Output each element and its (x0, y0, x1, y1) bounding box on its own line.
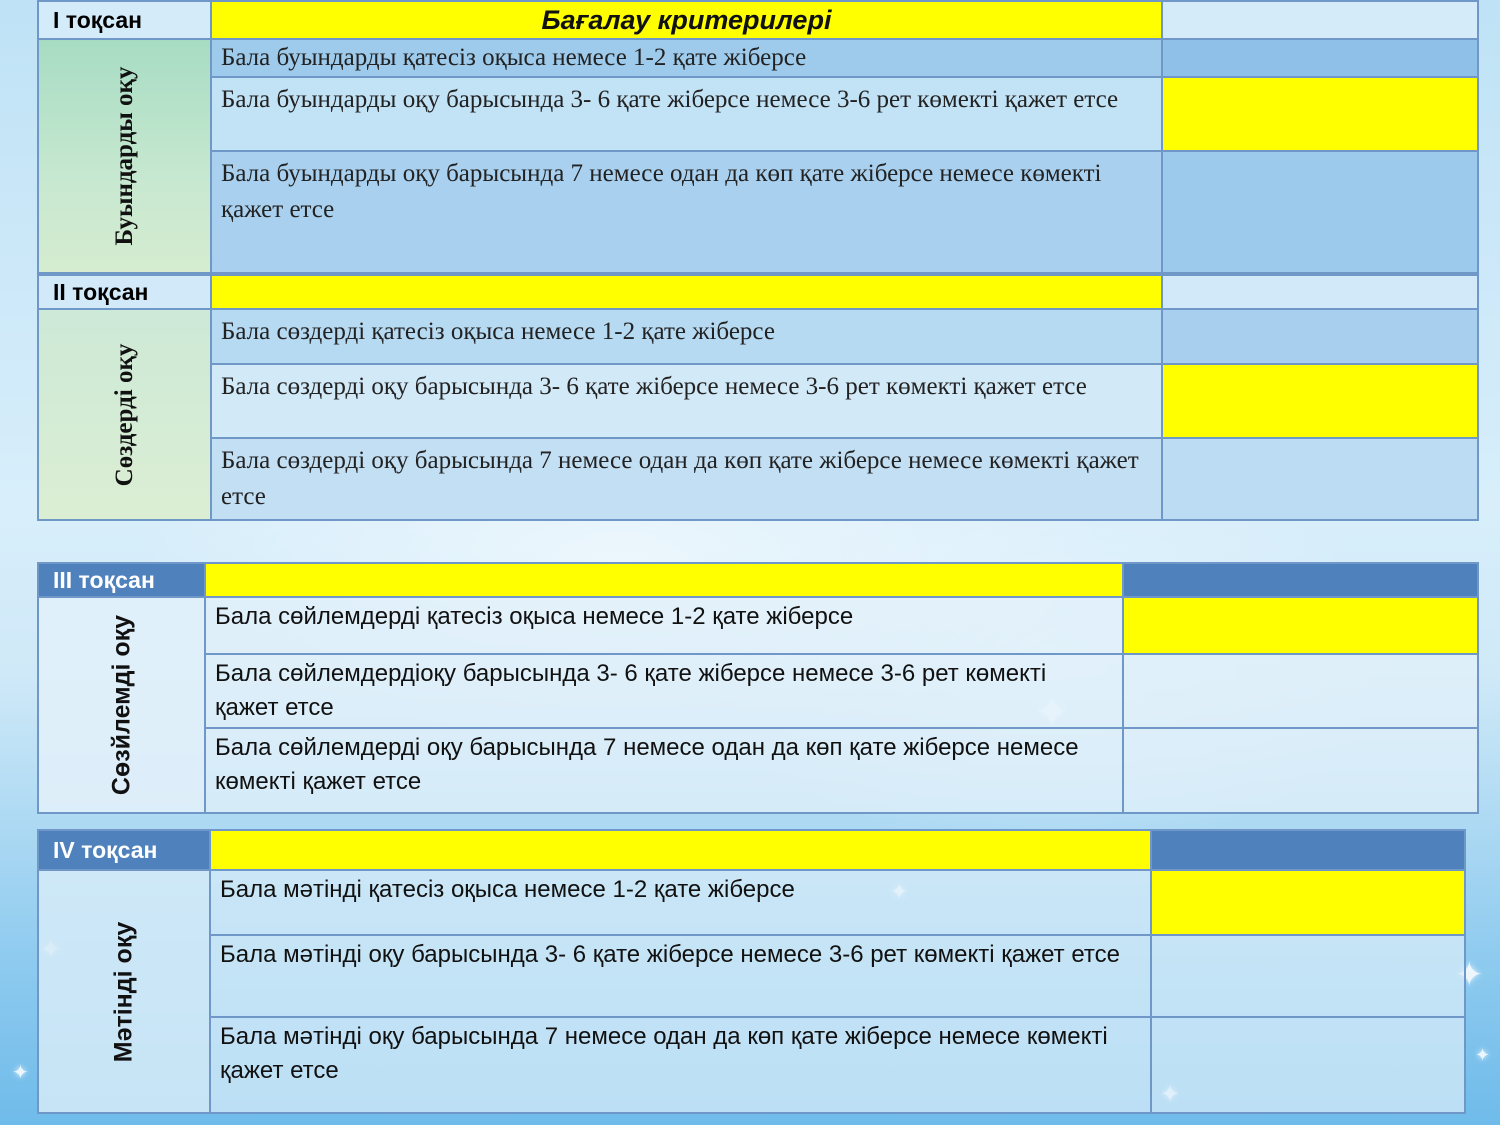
quarter-4-table (37, 829, 1466, 1114)
category-label: Сөздерді оқу (110, 343, 138, 486)
category-cell (38, 597, 205, 813)
criteria-title: Бағалау критерилері (211, 1, 1162, 39)
mark-cell (1123, 654, 1478, 728)
mark-cell (1162, 438, 1478, 520)
header-blue-cell (1151, 830, 1465, 870)
quarter-label: II тоқсан (38, 275, 211, 309)
mark-cell (1123, 728, 1478, 813)
mark-cell-highlighted (1123, 597, 1478, 654)
criteria-row: Бала буындарды оқу барысында 3- 6 қате жіберсе немесе 3-6 рет көмекті қажет етсе (211, 77, 1162, 151)
criteria-row: Бала буындарды қатесіз оқыса немесе 1-2 қате жіберсе (211, 39, 1162, 77)
header-blue-cell (1123, 563, 1478, 597)
mark-cell (1151, 1017, 1465, 1113)
mark-cell (1151, 935, 1465, 1017)
criteria-row: Бала мәтінді қатесіз оқыса немесе 1-2 қате жіберсе (210, 870, 1151, 935)
quarter-label: IV тоқсан (38, 830, 210, 870)
header-yellow-cell (205, 563, 1123, 597)
header-blank-cell (1162, 1, 1478, 39)
criteria-row: Бала сөйлемдерді оқу барысында 7 немесе одан да көп қате жіберсе немесе көмекті қажет етсе (205, 728, 1123, 813)
quarter-1-table (37, 0, 1479, 274)
sparkle-decoration: ✦ (1455, 955, 1484, 995)
quarter-label: I тоқсан (38, 1, 211, 39)
sparkle-decoration: ✦ (1475, 1045, 1491, 1066)
category-label: Мәтінді оқу (109, 921, 138, 1062)
criteria-row: Бала сөйлемдердіоқу барысында 3- 6 қате жіберсе немесе 3-6 рет көмекті қажет етсе (205, 654, 1123, 728)
category-label: Буындарды оқу (110, 66, 138, 246)
mark-cell-highlighted (1162, 364, 1478, 438)
category-cell (38, 870, 210, 1113)
header-blank-cell (1162, 275, 1478, 309)
category-cell (38, 309, 211, 520)
criteria-row: Бала сөздерді оқу барысында 7 немесе одан да көп қате жіберсе немесе көмекті қажет етсе (211, 438, 1162, 520)
quarter-3-table (37, 562, 1479, 814)
mark-cell (1162, 151, 1478, 273)
criteria-row: Бала мәтінді оқу барысында 3- 6 қате жіберсе немесе 3-6 рет көмекті қажет етсе (210, 935, 1151, 1017)
criteria-row: Бала сөздерді қатесіз оқыса немесе 1-2 қате жіберсе (211, 309, 1162, 364)
criteria-row: Бала сөйлемдерді қатесіз оқыса немесе 1-2 қате жіберсе (205, 597, 1123, 654)
sparkle-decoration: ✦ (890, 880, 909, 905)
header-yellow-cell (210, 830, 1151, 870)
sparkle-decoration: ✦ (12, 1060, 29, 1084)
mark-cell (1162, 39, 1478, 77)
mark-cell (1162, 309, 1478, 364)
sparkle-decoration: ✦ (1035, 690, 1069, 736)
header-yellow-cell (211, 275, 1162, 309)
mark-cell-highlighted (1162, 77, 1478, 151)
criteria-row: Бала мәтінді оқу барысында 7 немесе одан да көп қате жіберсе немесе көмекті қажет етсе (210, 1017, 1151, 1113)
criteria-row: Бала сөздерді оқу барысында 3- 6 қате жіберсе немесе 3-6 рет көмекті қажет етсе (211, 364, 1162, 438)
category-cell (38, 39, 211, 273)
quarter-2-table (37, 274, 1479, 521)
category-label: Сөзйлемді оқу (107, 614, 135, 796)
sparkle-decoration: ✦ (1160, 1080, 1181, 1108)
criteria-row: Бала буындарды оқу барысында 7 немесе одан да көп қате жіберсе немесе көмекті қажет етсе (211, 151, 1162, 273)
quarter-label: III тоқсан (38, 563, 205, 597)
mark-cell-highlighted (1151, 870, 1465, 935)
